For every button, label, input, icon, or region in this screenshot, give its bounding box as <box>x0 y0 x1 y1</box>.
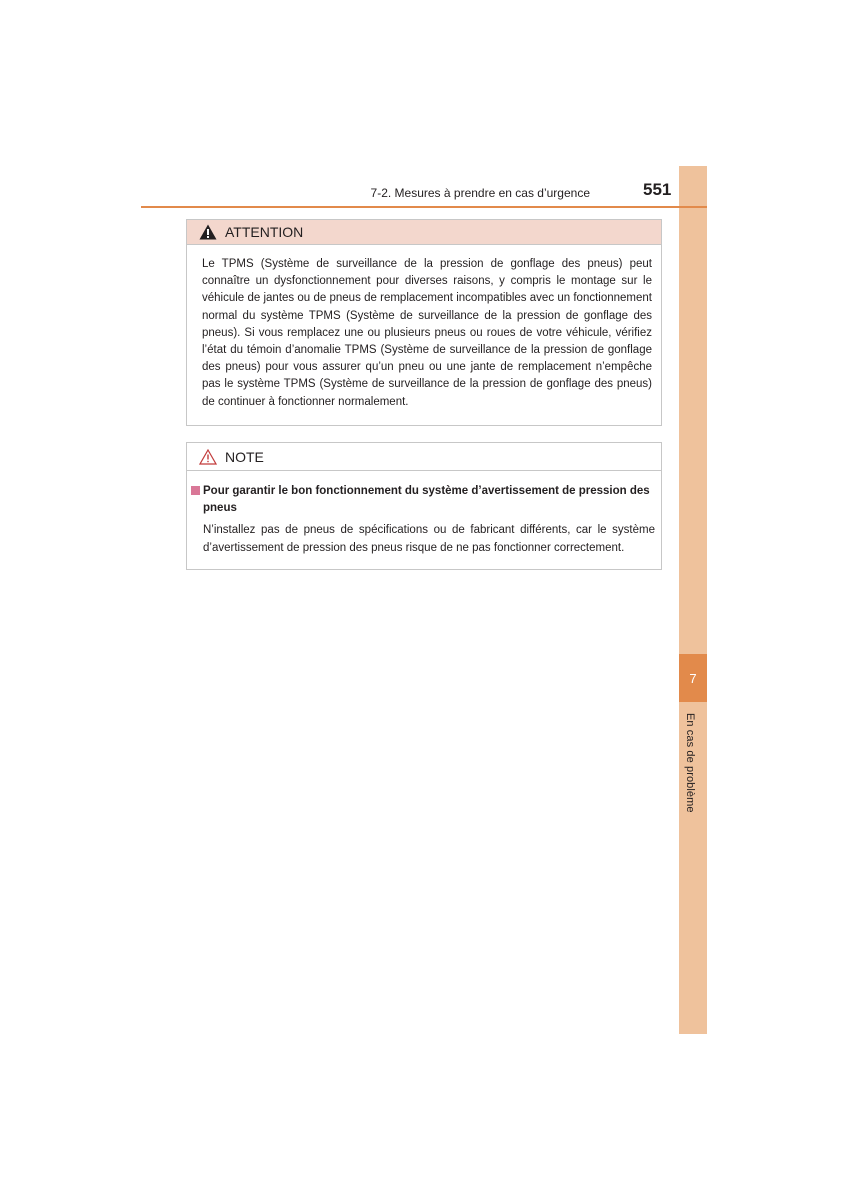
warning-filled-icon <box>199 224 217 240</box>
note-box <box>186 442 662 570</box>
section-title: 7-2. Mesures à prendre en cas d’urgence <box>370 186 590 200</box>
page-number: 551 <box>643 180 672 199</box>
attention-text: Le TPMS (Système de surveillance de la pression de gonflage des pneus) peut connaître un dysfonctionnement pour diverses raisons, y compris le montage sur le véhicule de jantes ou de pneus de remplacement incompatibles avec un fonctionnement normal du système TPMS (Système de surveillance de la pression de gonflage des pneus). Si vous remplacez une ou plusieurs pneus ou roues de votre véhicule, vérifiez l’état du témoin d’anomalie TPMS (Système de surveillance de la pression de gonflage des pneus) pour vous assurer qu’un pneu ou une jante de remplacement n’empêche pas le système TPMS (Système de surveillance de la pression de gonflage des pneus) de continuer à fonctionner normalement. <box>202 258 652 408</box>
note-item-text: N’installez pas de pneus de spécifications ou de fabricant différents, car le système d’avertissement de pression des pneus risque de ne pas fonctionner correctement. <box>203 524 655 554</box>
attention-box <box>186 219 662 426</box>
note-item-title: Pour garantir le bon fonctionnement du système d’avertissement de pression des pneus <box>203 485 650 514</box>
attention-title: ATTENTION <box>225 224 304 240</box>
note-header <box>187 443 661 471</box>
chapter-label: En cas de problème <box>684 713 696 813</box>
bullet-square <box>191 486 200 495</box>
attention-header <box>187 220 661 245</box>
header-divider <box>141 206 707 208</box>
note-item-heading <box>191 483 655 517</box>
note-title: NOTE <box>225 448 264 465</box>
warning-outline-icon <box>199 449 217 465</box>
note-item <box>187 471 661 557</box>
side-tab <box>679 166 707 1034</box>
chapter-number: 7 <box>679 654 707 702</box>
